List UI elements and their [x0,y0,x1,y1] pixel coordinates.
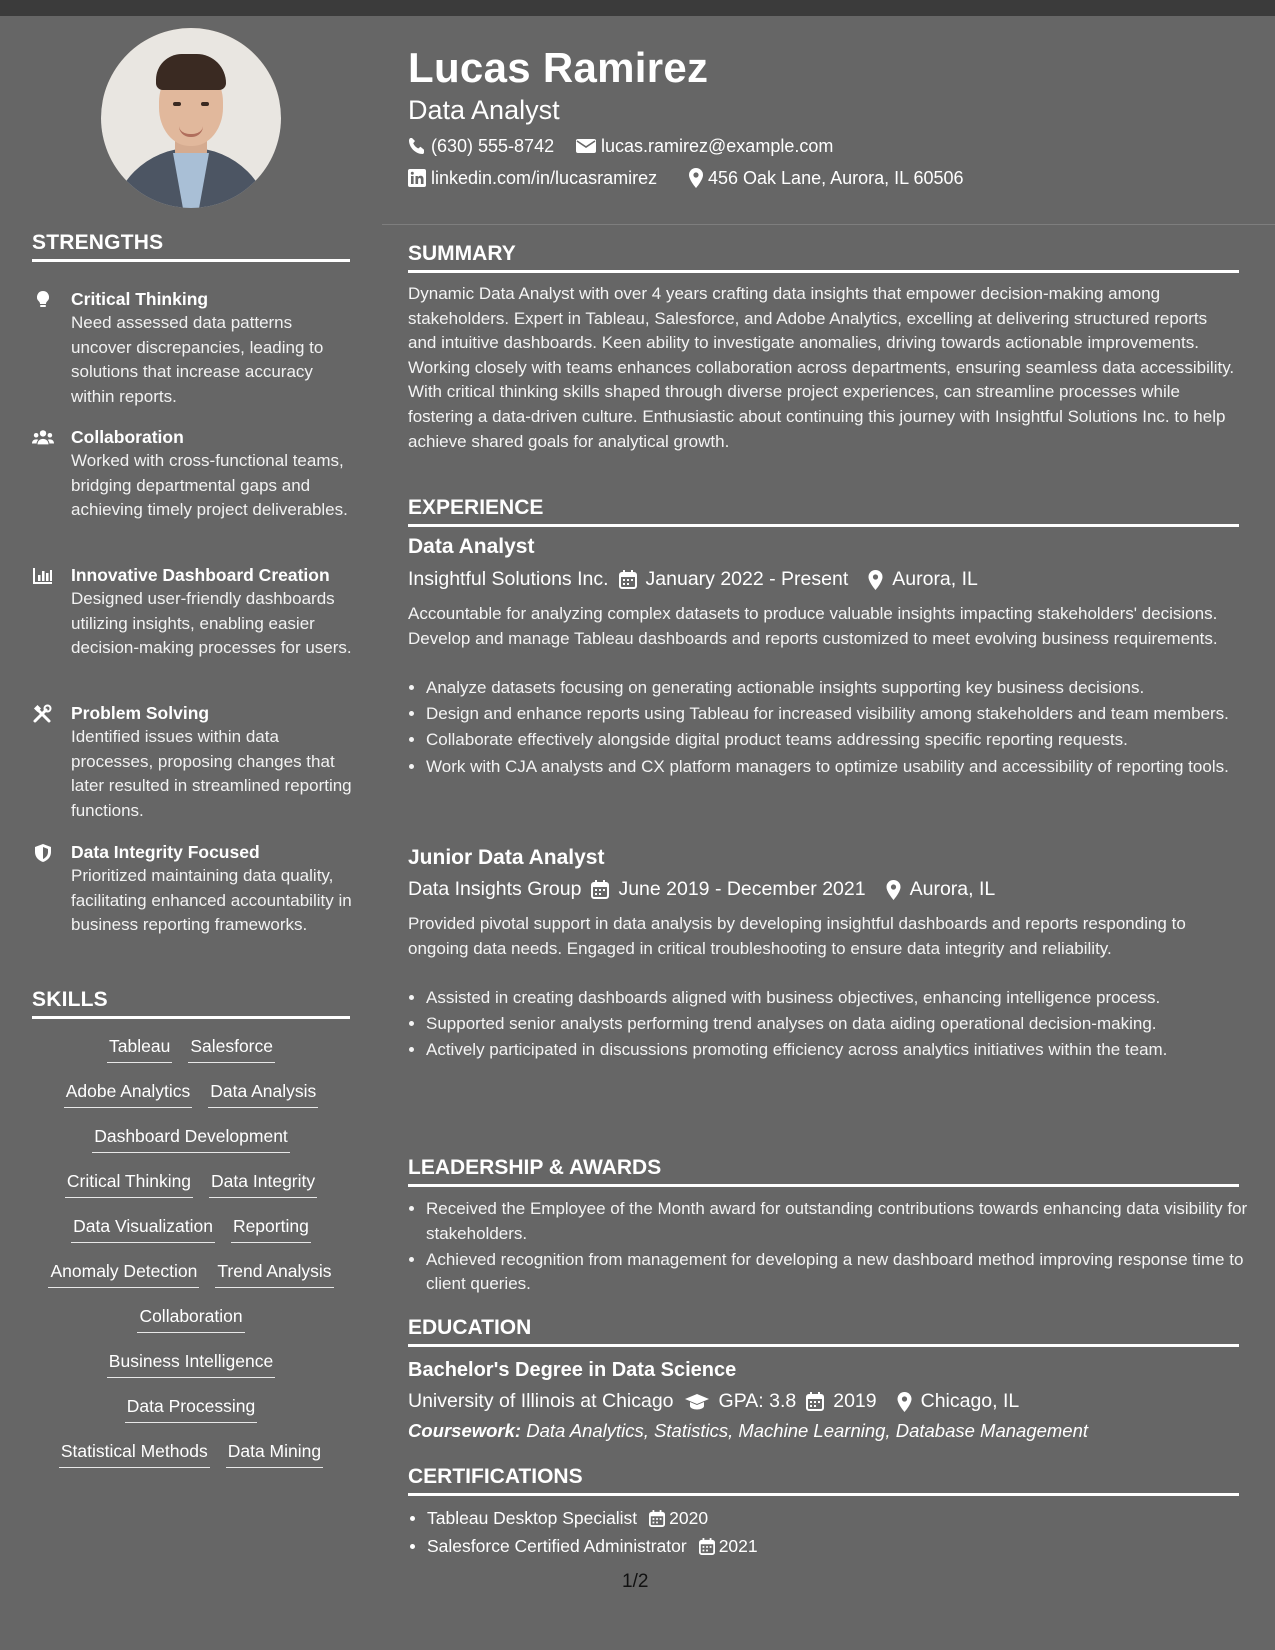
calendar-icon [699,1538,715,1555]
profile-photo [101,28,281,208]
job-location: Aurora, IL [892,568,978,590]
certification-item [408,1508,708,1529]
calendar-icon [591,880,609,899]
leadership-bullets [408,1197,1258,1299]
job-meta [408,568,978,591]
strength-item [32,840,352,938]
cert-year: 2021 [718,1536,758,1556]
job-description: Accountable for analyzing complex datasets to produce valuable insights impacting stakeholders' decisions. Develop and manage Tableau dashboards and reports customized to meet evolving business requirements. [408,604,1218,648]
users-icon [32,428,54,448]
strength-title: Collaboration [71,427,184,447]
map-pin-icon [897,1392,912,1412]
skill-tag: Data Mining [226,1439,323,1468]
bullet-item: • Assisted in creating dashboards aligned with business objectives, enhancing intelligence process. [426,986,1258,1011]
company-name: Data Insights Group [408,878,582,900]
strength-desc: Need assessed data patterns uncover discrepancies, leading to solutions that increase accuracy within reports. [71,313,324,406]
candidate-title: Data Analyst [408,95,560,125]
job-bullets [408,676,1258,781]
graduation-cap-icon [684,1393,710,1411]
skill-tag: Data Analysis [208,1079,318,1108]
address-text: 456 Oak Lane, Aurora, IL 60506 [708,168,964,188]
page-number: 1/2 [622,1571,649,1592]
strength-item [32,563,352,661]
linkedin-contact [408,167,657,189]
strength-title: Critical Thinking [71,289,209,309]
phone-icon [408,137,426,155]
map-pin-icon [868,570,883,590]
strength-item [32,701,352,823]
strength-desc: Prioritized maintaining data quality, facilitating enhanced accountability in business reporting frameworks. [71,866,352,934]
job-bullets [408,986,1258,1065]
gpa-text: GPA: 3.8 [718,1390,797,1412]
address-contact [689,167,964,189]
email-text[interactable]: lucas.ramirez@example.com [601,136,834,156]
strength-title: Data Integrity Focused [71,842,260,862]
strength-desc: Identified issues within data processes, proposing changes that later resulted in streamlined reporting functions. [71,727,352,820]
leadership-heading: LEADERSHIP & AWARDS [408,1156,1239,1187]
certification-item [408,1536,758,1557]
strength-desc: Worked with cross-functional teams, bridging departmental gaps and achieving timely project deliverables. [71,451,348,519]
header-divider [382,224,1275,225]
skill-tag: Critical Thinking [65,1169,193,1198]
skill-tag: Data Processing [125,1394,257,1423]
bullet-item: • Design and enhance reports using Tableau for increased visibility among stakeholders and team members. [426,702,1258,727]
skill-tag: Anomaly Detection [48,1259,199,1288]
job-meta [408,878,995,901]
company-name: Insightful Solutions Inc. [408,568,609,590]
map-pin-icon [886,880,901,900]
skill-tag: Statistical Methods [59,1439,210,1468]
strength-title: Innovative Dashboard Creation [71,565,330,585]
envelope-icon [576,138,596,154]
skill-tag: Salesforce [188,1034,275,1063]
school-name: University of Illinois at Chicago [408,1390,674,1412]
email-contact [576,135,833,157]
summary-text: Dynamic Data Analyst with over 4 years crafting data insights that empower decision-making among stakeholders. Expert in Tableau, Salesforce, and Adobe Analytics, excelling at delivering structured reports and intuitive dashboards. Keen ability to investigate anomalies, driving towards actionable improvements. Working closely with teams enhances collaboration across departments, ensuring seamless data accessibility. With critical thinking skills shaped through diverse project experiences, can streamline processes while fostering a data-driven culture. Enthusiastic about continuing this journey with Insightful Solutions Inc. to help achieve shared goals for analytical growth. [408,284,1235,451]
skill-tag: Reporting [231,1214,311,1243]
cert-year: 2020 [669,1508,709,1528]
education-heading: EDUCATION [408,1316,1239,1347]
job-title: Data Analyst [408,535,535,558]
cert-name: Tableau Desktop Specialist [427,1508,638,1528]
bullet-item: • Collaborate effectively alongside digital product teams addressing specific reporting requests. [426,728,1258,753]
map-pin-icon [689,168,703,188]
tools-icon [32,704,54,724]
job-location: Aurora, IL [909,878,996,900]
calendar-icon [806,1392,824,1411]
shield-icon [32,843,54,863]
bullet-item: • Analyze datasets focusing on generating actionable insights supporting key business decisions. [426,676,1258,701]
bullet-item: • Supported senior analysts performing trend analyses on data aiding operational decision-making. [426,1012,1258,1037]
coursework-text: Data Analytics, Statistics, Machine Learning, Database Management [526,1420,1089,1441]
strengths-heading: STRENGTHS [32,231,350,262]
job-dates: January 2022 - Present [645,568,849,590]
strength-item [32,425,352,523]
bar-chart-icon [32,566,54,586]
skills-heading: SKILLS [32,988,350,1019]
calendar-icon [619,570,637,589]
job-title: Junior Data Analyst [408,846,605,869]
skill-tag: Business Intelligence [107,1349,275,1378]
graduation-year: 2019 [833,1390,877,1412]
degree-title: Bachelor's Degree in Data Science [408,1359,737,1381]
candidate-name: Lucas Ramirez [408,44,709,91]
experience-heading: EXPERIENCE [408,496,1239,527]
strength-item [32,287,352,409]
job-description: Provided pivotal support in data analysis by developing insightful dashboards and reports responding to ongoing data needs. Engaged in critical troubleshooting to ensure data integrity and reliability. [408,914,1186,958]
bullet-item: • Achieved recognition from management for developing a new dashboard method improving response time to client queries. [426,1248,1258,1297]
phone-text: (630) 555-8742 [431,136,555,156]
linkedin-icon [408,169,426,187]
strength-desc: Designed user-friendly dashboards utilizing insights, enabling easier decision-making processes for users. [71,589,352,657]
skill-tag: Collaboration [137,1304,244,1333]
skill-tag: Tableau [107,1034,172,1063]
skills-list [32,1034,350,1484]
phone-contact [408,135,554,157]
certifications-heading: CERTIFICATIONS [408,1465,1239,1496]
summary-heading: SUMMARY [408,242,1239,273]
coursework [408,1420,1088,1442]
skill-tag: Adobe Analytics [64,1079,193,1108]
calendar-icon [649,1510,665,1527]
lightbulb-icon [32,290,54,310]
bullet-item: • Actively participated in discussions promoting efficiency across analytics initiatives within the team. [426,1038,1258,1063]
cert-name: Salesforce Certified Administrator [427,1536,687,1556]
bullet-item: • Work with CJA analysts and CX platform managers to optimize usability and accessibility of reporting tools. [426,755,1258,780]
strength-title: Problem Solving [71,703,210,723]
top-bar [0,0,1275,16]
skill-tag: Trend Analysis [215,1259,333,1288]
skill-tag: Data Integrity [209,1169,317,1198]
skill-tag: Data Visualization [71,1214,215,1243]
job-dates: June 2019 - December 2021 [618,878,866,900]
linkedin-text[interactable]: linkedin.com/in/lucasramirez [431,168,658,188]
skill-tag: Dashboard Development [92,1124,290,1153]
education-location: Chicago, IL [920,1390,1020,1412]
bullet-item: • Received the Employee of the Month award for outstanding contributions towards enhancing data visibility for stakeholders. [426,1197,1258,1246]
education-meta [408,1390,1019,1413]
coursework-label: Coursework: [408,1420,522,1441]
